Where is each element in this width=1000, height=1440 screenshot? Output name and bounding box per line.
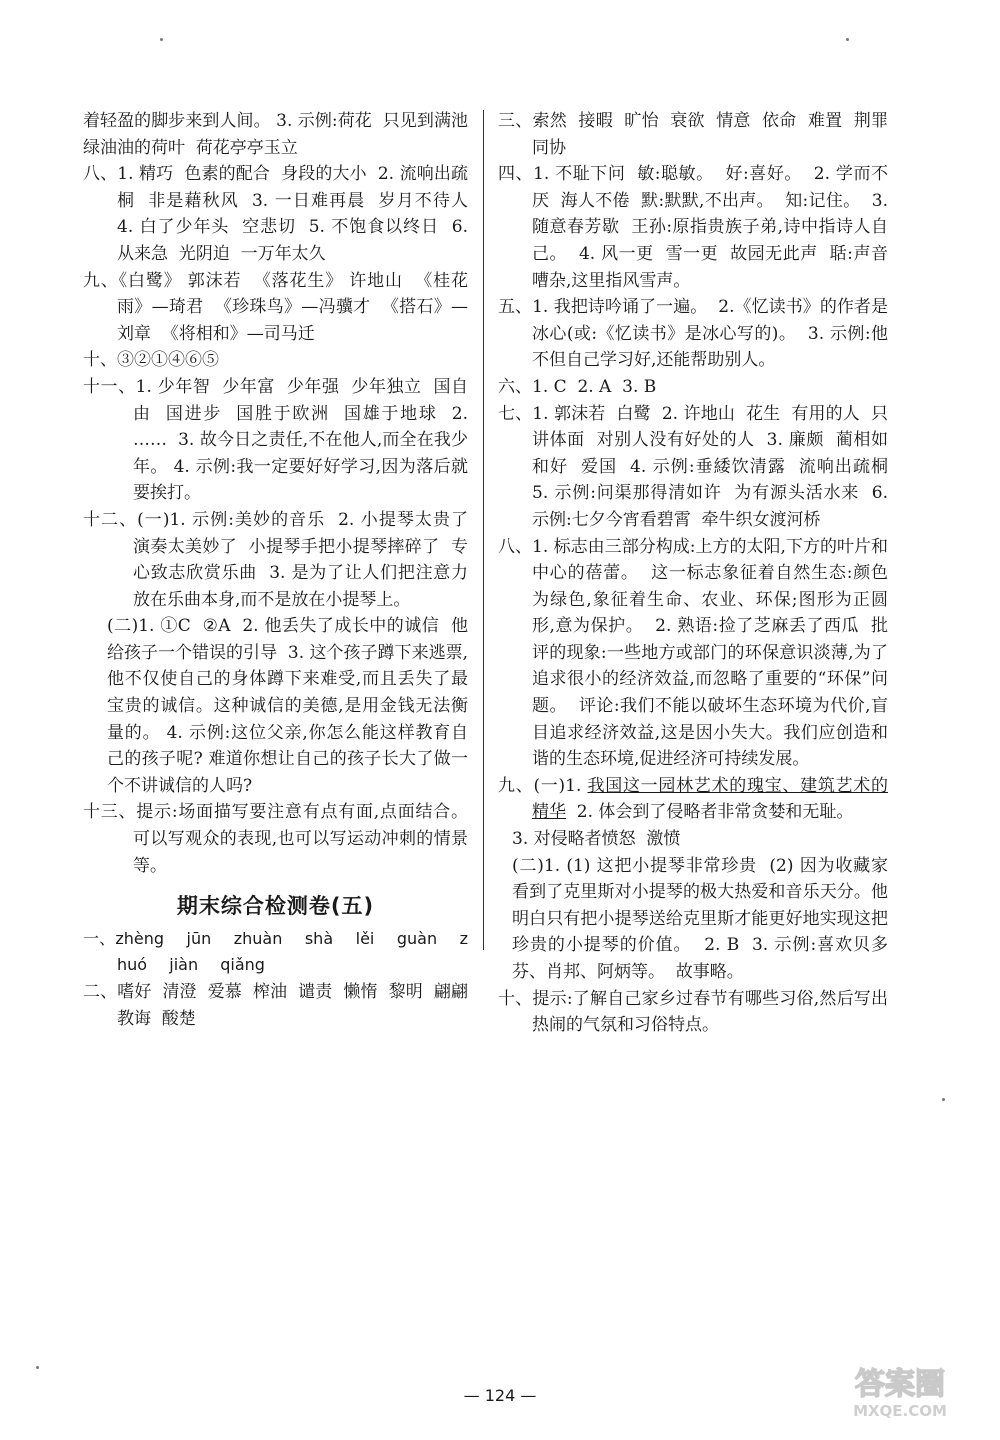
answer-line: 五、1. 我把诗吟诵了一遍。 2.《忆读书》的作者是冰心(或:《忆读书》是冰心写的)。 3. 示例:他不但自己学习好,还能帮助别人。 — [498, 297, 888, 371]
nine-rest: 2. 体会到了侵略者非常贪婪和无耻。 — [566, 802, 854, 823]
svg-text:MXQE.COM: MXQE.COM — [853, 1402, 947, 1420]
answer-line: 六、1. C 2. A 3. B — [498, 376, 657, 397]
answer-line: 十三、提示:场面描写要注意有点有面,点面结合。可以写观众的表现,也可以写运动冲刺的情景等。 — [83, 802, 468, 876]
scan-dot — [36, 1366, 39, 1369]
scan-dot — [942, 1098, 945, 1101]
scan-dot — [160, 38, 163, 41]
answer-line: (二)1. ①C ②A 2. 他丢失了成长中的诚信 他给孩子一个错误的引导 3. 这个孩子蹲下来逃票,他不仅使自己的身体蹲下来难受,而且丢失了最宝贵的诚信。这种诚信的美德,是用金钱无法衡量的。 4. 示例:这位父亲,你怎么能这样教育自己的孩子呢? 难道你想让自己的孩子长大了做一个不讲诚信的人吗? — [107, 616, 468, 796]
page-number: — 124 — — [463, 1386, 537, 1405]
column-divider — [483, 110, 484, 950]
svg-text:答案圈: 答案圈 — [855, 1367, 945, 1402]
answer-line: 三、索然 接暇 旷怡 衰欲 情意 依命 难置 荆罪 同协 — [498, 111, 899, 158]
pinyin-line: 一、zhèng jūn zhuàn shà lěi guàn zhuó jiàn qiǎng — [83, 928, 468, 975]
watermark-logo — [820, 1358, 980, 1422]
answer-line: (二)1. (1) 这把小提琴非常珍贵 (2) 因为收藏家看到了克里斯对小提琴的极大热爱和音乐天分。他明白只有把小提琴送给克里斯才能更好地实现这把珍贵的小提琴的价值。 2. B 3. 示例:喜欢贝多芬、肖邦、阿炳等。 故事略。 — [512, 855, 888, 982]
answer-line: 八、1. 标志由三部分构成:上方的太阳,下方的叶片和中心的蓓蕾。 这一标志象征着自然生态:颜色为绿色,象征着生命、农业、环保;图形为正圆形,意为保护。 2. 熟语:捡了芝麻丢了西瓜 批评的现象:一些地方或部门的环保意识淡薄,为了追求很小的经济效益,而忽略了重要的“环保”问题。 评论:我们不能以破坏生态环境为代价,盲目追求经济效益,这是因小失大。我们应创造和谐的生态环境,促进经济可持续发展。 — [498, 536, 888, 770]
answer-line: 着轻盈的脚步来到人间。 3. 示例:荷花 只见到满池绿油油的荷叶 荷花亭亭玉立 — [83, 111, 468, 158]
answer-line: 十、提示:了解自己家乡过春节有哪些习俗,然后写出热闹的气氛和习俗特点。 — [498, 988, 888, 1036]
left-column — [83, 108, 479, 1032]
answer-line: 七、1. 郭沫若 白鹭 2. 许地山 花生 有用的人 只讲体面 对别人没有好处的人 3. 廉颇 蔺相如 和好 爱国 4. 示例:垂緌饮清露 流响出疏桐 5. 示例:问渠那得清如许 为有源头活水来 6. 示例:七夕今宵看碧霄 牵牛织女渡河桥 — [498, 403, 899, 530]
nine-prefix: 九、(一)1. — [498, 775, 588, 796]
right-column — [498, 108, 899, 1039]
answer-line-nine — [498, 773, 888, 826]
answer-line: 十一、1. 少年智 少年富 少年强 少年独立 国自由 国进步 国胜于欧洲 国雄于地球 2. …… 3. 故今日之责任,不在他人,而全在我少年。 4. 示例:我一定要好好学习,因为落后就要挨打。 — [83, 376, 474, 504]
section-title: 期末综合检测卷(五) — [176, 894, 375, 919]
answer-line: 二、嗜好 清澄 爱慕 榨油 谴责 懒惰 黎明 翩翩 教诲 酸楚 — [83, 982, 479, 1029]
answer-line: 十、③②①④⑥⑤ — [83, 350, 219, 371]
answer-line: 3. 对侵略者愤怒 激愤 — [512, 829, 681, 850]
answer-line: 十二、(一)1. 示例:美妙的音乐 2. 小提琴太贵了 演奏太美妙了 小提琴手把小提琴摔碎了 专心致志欣赏乐曲 3. 是为了让人们把注意力放在乐曲本身,而不是放在小提琴上。 — [83, 509, 479, 610]
answer-line: 八、1. 精巧 色素的配合 身段的大小 2. 流响出疏桐 非是藉秋风 3. 一日难再晨 岁月不待人 4. 白了少年头 空悲切 5. 不饱食以终日 6. 从来急 光阴迫 一万年太久 — [83, 164, 479, 264]
scan-dot — [846, 38, 849, 41]
answer-line: 九、《白鹭》 郭沫若 《落花生》 许地山 《桂花雨》—琦君 《珍珠鸟》—冯骥才 《搭石》—刘章 《将相和》—司马迁 — [83, 270, 468, 344]
answer-line: 四、1. 不耻下问 敏:聪敏。 好:喜好。 2. 学而不厌 海人不倦 默:默默,不出声。 知:记住。 3. 随意春芳歇 王孙:原指贵族子弟,诗中指诗人自己。 4. 风一更 雪一更 故园无此声 聒:声音嘈杂,这里指风雪声。 — [498, 164, 894, 291]
underlined-answer: 我国这一园林艺术的瑰宝、建筑艺术的精华 — [532, 775, 889, 823]
